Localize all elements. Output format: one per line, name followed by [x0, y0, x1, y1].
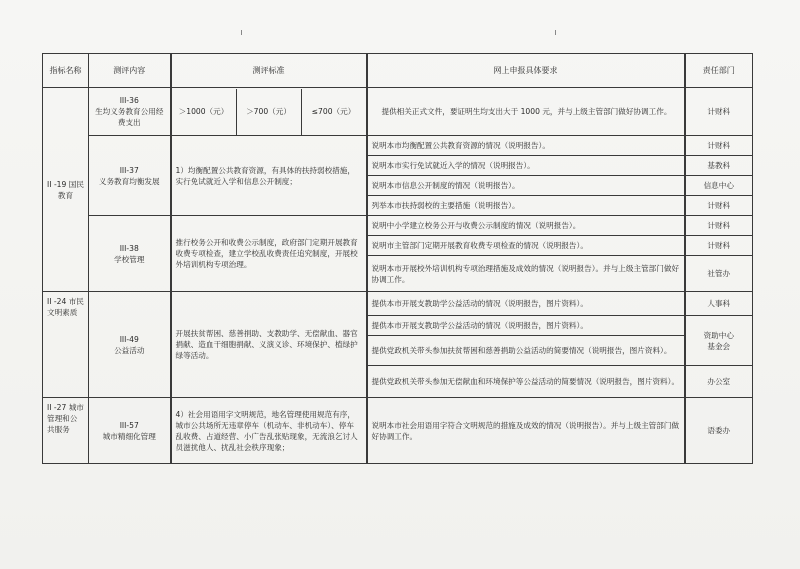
evaluation-table	[42, 53, 753, 464]
dept-item: 信息中心	[685, 176, 753, 196]
dept-item: 基教科	[685, 156, 753, 176]
content-code: III-38	[119, 243, 139, 253]
dept-item: 计财科	[685, 236, 753, 256]
table-row	[43, 398, 753, 464]
requirement-item: 说明本市实行免试就近入学的情况（说明报告）。	[367, 156, 685, 176]
dept-iii36: 计财科	[685, 88, 753, 136]
content-iii38	[89, 216, 171, 292]
requirement-item: 提供本市开展支教助学公益活动的情况（说明报告，图片资料）。	[367, 316, 685, 336]
header-indicator: 指标名称	[43, 54, 89, 88]
standard-iii57: 4）社会用语用字文明规范，地名管理使用规范有序，城市公共场所无违章停车（机动车、非机动车）、停车乱收费、占道经营、小广告乱张贴现象，无流浪乞讨人员滋扰他人、扰乱社会秩序现象；	[171, 398, 367, 464]
dept-item: 计财科	[685, 136, 753, 156]
requirement-iii57: 说明本市社会用语用字符合文明规范的措施及成效的情况（说明报告）。并与上级主管部门做好协调工作。	[367, 398, 685, 464]
dept-item: 社管办	[685, 256, 753, 292]
dept-item: 人事科	[685, 292, 753, 316]
content-code: III-57	[119, 420, 139, 430]
scan-mark	[241, 30, 242, 35]
table-row	[43, 88, 753, 136]
header-standard: 测评标准	[171, 54, 367, 88]
content-code: III-36	[119, 96, 139, 105]
indicator-ii27: II -27 城市管理和公共服务	[43, 398, 89, 464]
table-row	[43, 136, 753, 156]
dept-line: 基金会	[707, 341, 731, 351]
header-requirement: 网上申报具体要求	[367, 54, 685, 88]
content-iii49	[89, 292, 171, 398]
requirement-iii36: 提供相关正式文件，要证明生均支出大于 1000 元，并与上级主管部门做好协调工作。	[367, 88, 685, 136]
indicator-ii19: II -19 国民教育	[43, 88, 89, 292]
standard-iii36	[171, 88, 367, 136]
content-name: 城市精细化管理	[102, 431, 156, 441]
standard-iii38: 推行校务公开和收费公示制度，政府部门定期开展教育收费专项检查，建立学校乱收费责任追究制度，开展校外培训机构专项治理。	[171, 216, 367, 292]
standard-tier-3: ≤700（元）	[311, 106, 356, 116]
content-code: III-37	[119, 165, 139, 175]
standard-tier-2: ＞700（元）	[237, 89, 302, 135]
content-iii36	[89, 88, 171, 136]
requirement-item: 提供党政机关带头参加无偿献血和环境保护等公益活动的简要情况（说明报告，图片资料）。	[367, 366, 685, 398]
scan-mark	[555, 30, 556, 35]
content-name: 学校管理	[114, 254, 145, 264]
dept-iii57: 语委办	[685, 398, 753, 464]
content-name: 公益活动	[114, 345, 145, 355]
requirement-item: 说明中小学建立校务公开与收费公示制度的情况（说明报告）。	[367, 216, 685, 236]
dept-item: 办公室	[685, 366, 753, 398]
table-row	[43, 216, 753, 236]
table-row	[43, 292, 753, 316]
requirement-item: 说明市主管部门定期开展教育收费专项检查的情况（说明报告）。	[367, 236, 685, 256]
requirement-item: 说明本市开展校外培训机构专项治理措施及成效的情况（说明报告）。并与上级主管部门做好协调工作。	[367, 256, 685, 292]
indicator-ii24: II -24 市民文明素质	[43, 292, 89, 398]
content-code: III-49	[119, 334, 139, 344]
content-iii57	[89, 398, 171, 464]
dept-merged	[685, 316, 753, 366]
dept-item: 计财科	[685, 196, 753, 216]
requirement-item: 提供本市开展支教助学公益活动的情况（说明报告，图片资料）。	[367, 292, 685, 316]
content-name: 生均义务教育公用经费支出	[95, 107, 164, 127]
requirement-item: 提供党政机关带头参加扶贫帮困和慈善捐助公益活动的简要情况（说明报告，图片资料）。	[367, 336, 685, 366]
standard-iii49: 开展扶贫帮困、慈善捐助、支教助学、无偿献血、器官捐献、造血干细胞捐献、义演义诊、环境保护、植绿护绿等活动。	[171, 292, 367, 398]
content-name: 义务教育均衡发展	[98, 176, 160, 186]
table-header-row	[43, 54, 753, 88]
requirement-item: 列举本市扶持弱校的主要措施（说明报告）。	[367, 196, 685, 216]
dept-item: 计财科	[685, 216, 753, 236]
standard-tier-1: ＞1000（元）	[172, 89, 237, 135]
header-department: 责任部门	[685, 54, 753, 88]
requirement-item: 说明本市均衡配置公共教育资源的情况（说明报告）。	[367, 136, 685, 156]
requirement-item: 说明本市信息公开制度的情况（说明报告）。	[367, 176, 685, 196]
standard-iii37: 1）均衡配置公共教育资源，有具体的扶持弱校措施，实行免试就近入学和信息公开制度；	[171, 136, 367, 216]
dept-line: 资助中心	[703, 330, 734, 340]
content-iii37	[89, 136, 171, 216]
header-content: 测评内容	[89, 54, 171, 88]
